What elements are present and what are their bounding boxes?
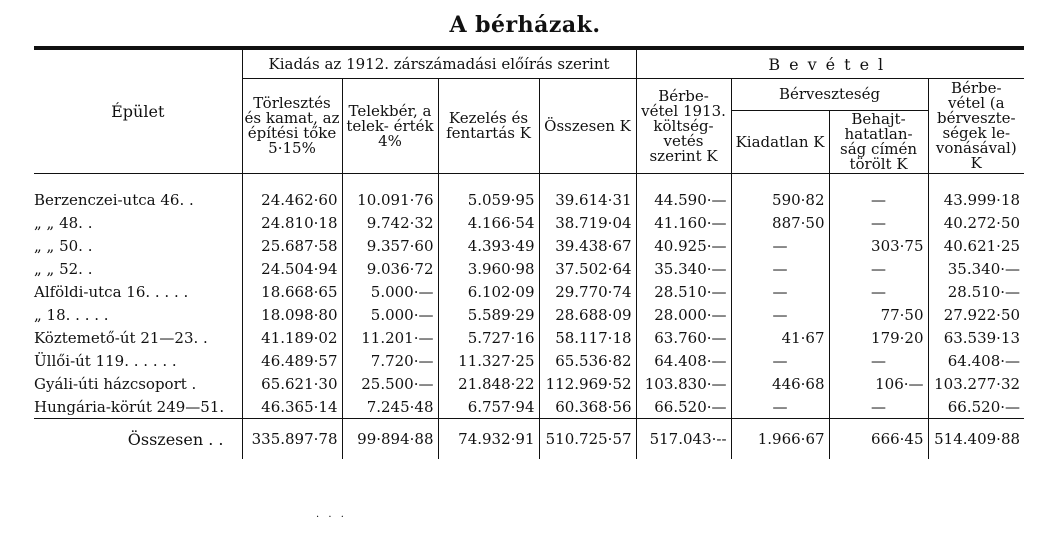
header-epulet: Épület [34,48,242,174]
cell-berbevetel-1913: 66.520·— [636,395,731,419]
cell-torlesztes: 18.098·80 [242,303,342,326]
cell-berbevetel-1913: 44.590·— [636,174,731,212]
cell-berbevetel-net: 35.340·— [947,259,1021,278]
table-row [34,280,1024,303]
cell-osszesen: 29.770·74 [539,280,636,303]
row-building-name: Üllői-út 119. . . . . . [34,349,242,372]
print-marks: · · · [316,512,347,523]
table-row [34,211,1024,234]
cell-telekber: 9.036·72 [342,257,438,280]
page-title: A bérházak. [449,12,601,38]
total-kiadatlan: 1.966·67 [731,419,829,460]
row-building-name: Alföldi-utca 16. . . . . [34,280,242,303]
cell-berbevetel-1913: 28.000·— [636,303,731,326]
cell-kiadatlan: 446·68 [731,372,829,395]
header-berbevetel-net: Bérbe- vétel (a bérveszte- ségek le- vonásával) K [928,79,1024,174]
cell-kezeles: 6.102·09 [438,280,539,303]
cell-osszesen: 58.117·18 [539,326,636,349]
cell-telekber: 7.245·48 [342,395,438,419]
table-row [34,395,1024,419]
cell-kezeles: 5.059·95 [438,174,539,212]
cell-berbevetel-net: 66.520·— [947,397,1021,416]
cell-telekber: 10.091·76 [342,174,438,212]
cell-berbevetel-1913: 41.160·— [636,211,731,234]
header-torlesztes: Törlesztés és kamat, az építési tőke 5·15% [242,79,342,174]
cell-kezeles: 3.960·98 [438,257,539,280]
cell-torlesztes: 24.810·18 [242,211,342,234]
cell-kiadatlan: — [731,395,829,419]
cell-berbevetel-net: 103.277·32 [934,374,1021,393]
total-torlesztes: 335.897·78 [242,419,342,460]
cell-kezeles: 6.757·94 [438,395,539,419]
cell-torlesztes: 24.504·94 [242,257,342,280]
cell-berbevetel-1913: 64.408·— [636,349,731,372]
cell-osszesen: 60.368·56 [539,395,636,419]
cell-kezeles: 5.589·29 [438,303,539,326]
cell-behajthatatlan: 106·— [829,372,928,395]
cell-osszesen: 39.438·67 [539,234,636,257]
cell-osszesen: 39.614·31 [539,174,636,212]
cell-berbevetel-net: 64.408·— [947,351,1021,370]
rental-buildings-table [34,46,1024,459]
row-building-name: „ „ 52. . [34,257,242,280]
total-berbevetel-1913: 517.043·-- [636,419,731,460]
header-bevetel-group: Bevétel [636,48,1024,79]
cell-kezeles: 21.848·22 [438,372,539,395]
cell-berbevetel-1913: 35.340·— [636,257,731,280]
cell-behajthatatlan: — [829,349,928,372]
table-row [34,234,1024,257]
cell-kezeles: 11.327·25 [438,349,539,372]
cell-kiadatlan: — [731,349,829,372]
cell-torlesztes: 25.687·58 [242,234,342,257]
cell-kiadatlan: — [731,303,829,326]
table-row [34,349,1024,372]
cell-kiadatlan: — [731,280,829,303]
cell-berbevetel-1913: 40.925·— [636,234,731,257]
header-telekber: Telekbér, a telek- érték 4% [342,79,438,174]
header-osszesen: Összesen K [539,79,636,174]
cell-berbevetel-net: 27.922·50 [943,305,1021,324]
cell-telekber: 11.201·— [342,326,438,349]
cell-kiadatlan: — [731,234,829,257]
cell-behajthatatlan: — [829,174,928,212]
table-row [34,372,1024,395]
cell-telekber: 9.357·60 [342,234,438,257]
total-osszesen: 510.725·57 [539,419,636,460]
cell-telekber: 5.000·— [342,280,438,303]
cell-torlesztes: 46.489·57 [242,349,342,372]
row-building-name: Berzenczei-utca 46. . [34,174,242,212]
cell-osszesen: 28.688·09 [539,303,636,326]
table-row [34,174,1024,212]
row-building-name: „ „ 50. . [34,234,242,257]
cell-berbevetel-net: 40.621·25 [943,236,1021,255]
cell-telekber: 25.500·— [342,372,438,395]
cell-behajthatatlan: — [829,257,928,280]
total-berbevetel-net: 514.409·88 [928,419,1024,460]
cell-telekber: 7.720·— [342,349,438,372]
cell-kiadatlan: 590·82 [731,174,829,212]
header-kezeles: Kezelés és fentartás K [438,79,539,174]
cell-berbevetel-net: 28.510·— [947,282,1021,301]
total-behajthatatlan: 666·45 [829,419,928,460]
cell-torlesztes: 41.189·02 [242,326,342,349]
cell-kiadatlan: 41·67 [731,326,829,349]
cell-telekber: 9.742·32 [342,211,438,234]
row-building-name: „ 18. . . . . [34,303,242,326]
cell-berbevetel-net: 40.272·50 [943,213,1021,232]
header-berveszteseg: Bérveszteség [731,79,928,111]
cell-berbevetel-1913: 63.760·— [636,326,731,349]
cell-behajthatatlan: — [829,211,928,234]
cell-kezeles: 4.393·49 [438,234,539,257]
cell-behajthatatlan: 179·20 [829,326,928,349]
row-building-name: Köztemető-út 21—23. . [34,326,242,349]
cell-torlesztes: 46.365·14 [242,395,342,419]
row-building-name: „ „ 48. . [34,211,242,234]
cell-berbevetel-net: 63.539·13 [943,328,1021,347]
table-row [34,257,1024,280]
total-kezeles: 74.932·91 [438,419,539,460]
cell-osszesen: 65.536·82 [539,349,636,372]
cell-kezeles: 4.166·54 [438,211,539,234]
total-telekber: 99·894·88 [342,419,438,460]
table-row [34,303,1024,326]
cell-kiadatlan: — [731,257,829,280]
cell-berbevetel-net: 43.999·18 [943,190,1021,209]
header-kiadas-group: Kiadás az 1912. zárszámadási előírás szerint [242,48,636,79]
cell-osszesen: 38.719·04 [539,211,636,234]
table-row [34,326,1024,349]
cell-torlesztes: 24.462·60 [242,174,342,212]
cell-behajthatatlan: — [829,395,928,419]
cell-telekber: 5.000·— [342,303,438,326]
cell-behajthatatlan: — [829,280,928,303]
cell-kezeles: 5.727·16 [438,326,539,349]
total-label: Összesen . . [34,419,242,460]
cell-berbevetel-1913: 28.510·— [636,280,731,303]
header-kiadatlan: Kiadatlan K [731,111,829,174]
cell-torlesztes: 18.668·65 [242,280,342,303]
cell-behajthatatlan: 303·75 [829,234,928,257]
row-building-name: Gyáli-úti házcsoport . [34,372,242,395]
cell-behajthatatlan: 77·50 [829,303,928,326]
cell-torlesztes: 65.621·30 [242,372,342,395]
header-behajthatatlan: Behajt- hatatlan- ság címén törölt K [829,111,928,174]
cell-kiadatlan: 887·50 [731,211,829,234]
total-row [34,419,1024,460]
header-berbevetel-1913: Bérbe- vétel 1913. költség- vetés szerint K [636,79,731,174]
cell-osszesen: 37.502·64 [539,257,636,280]
cell-osszesen: 112.969·52 [539,372,636,395]
row-building-name: Hungária-körút 249—51. [34,395,242,419]
cell-berbevetel-1913: 103.830·— [636,372,731,395]
table-body [34,174,1024,419]
